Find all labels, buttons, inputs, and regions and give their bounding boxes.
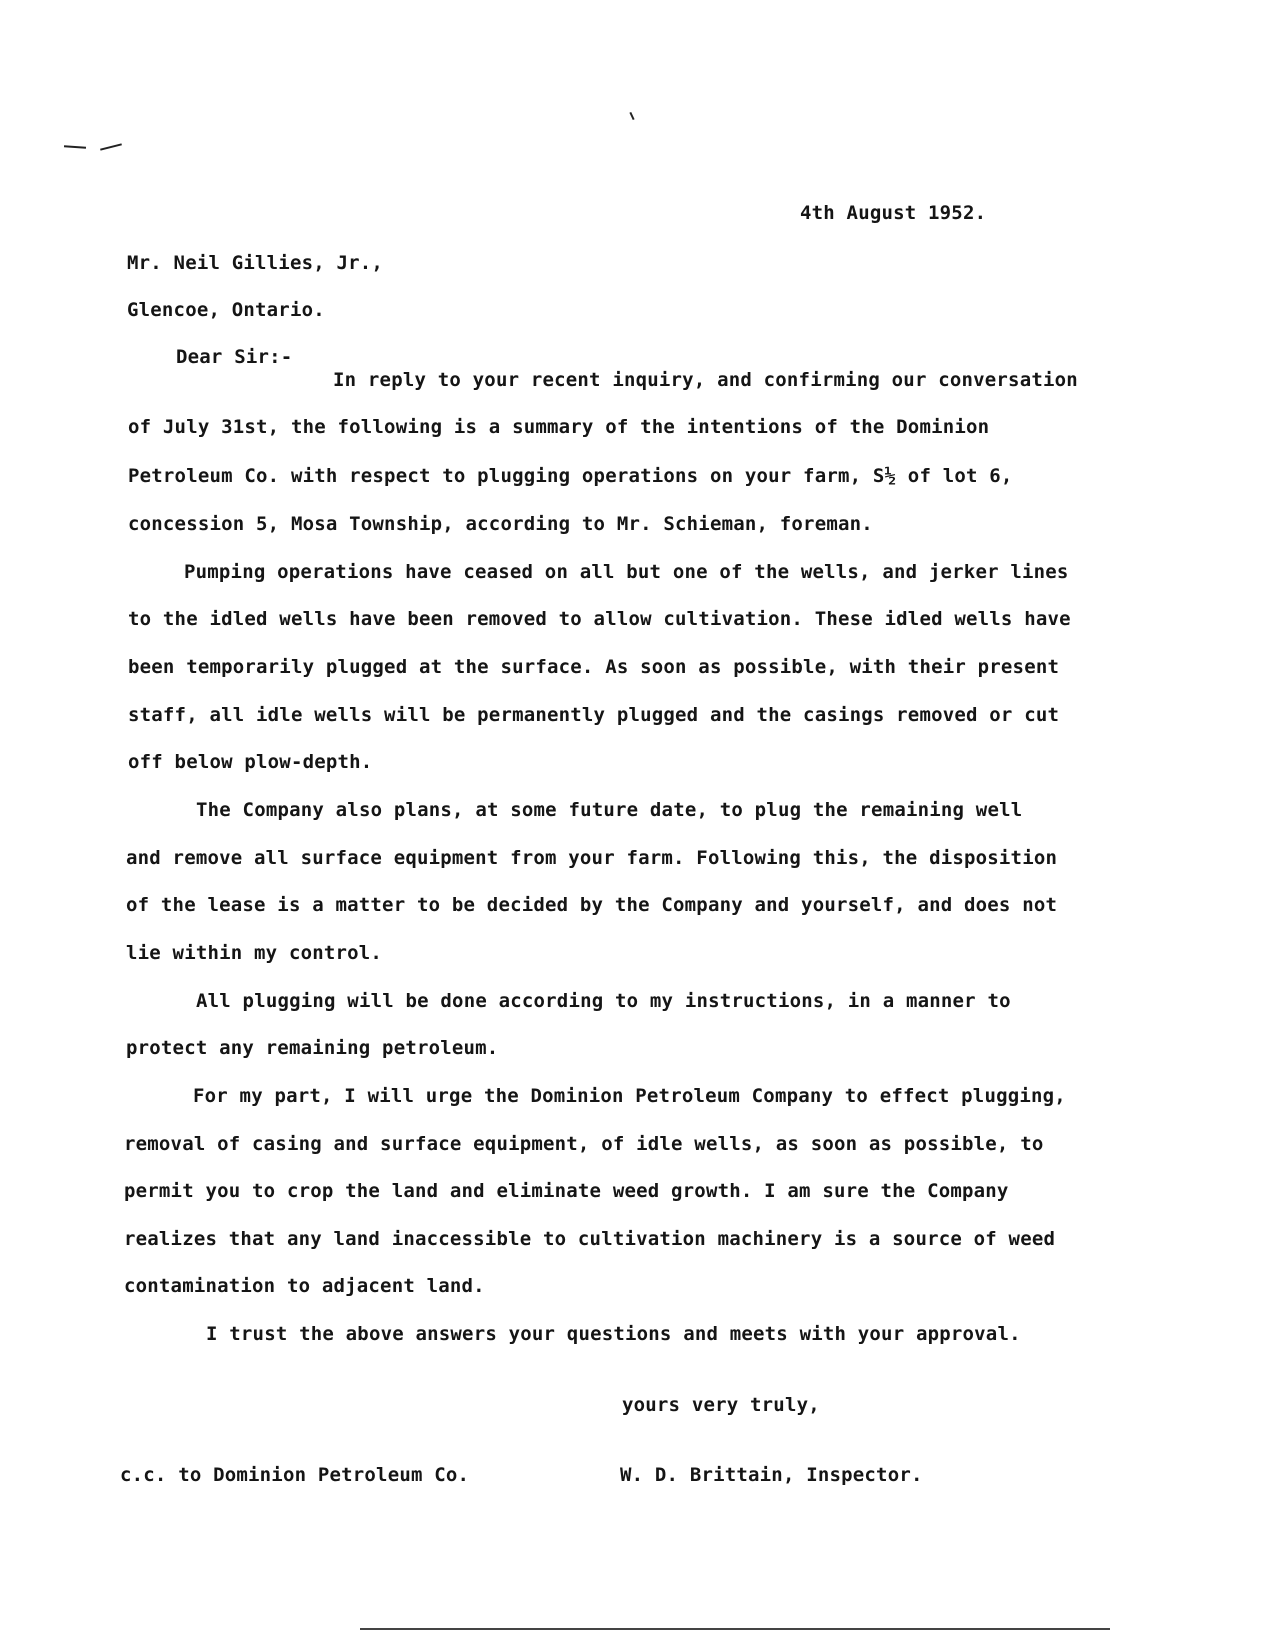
body-line: For my part, I will urge the Dominion Petroleum Company to effect plugging,: [193, 1085, 1066, 1107]
scan-mark: [629, 112, 634, 120]
body-line: In reply to your recent inquiry, and confirming our conversation: [333, 369, 1078, 391]
body-line: removal of casing and surface equipment, of idle wells, as soon as possible, to: [124, 1133, 1044, 1155]
body-line: staff, all idle wells will be permanently plugged and the casings removed or cut: [128, 704, 1060, 726]
scan-mark: [100, 143, 122, 150]
cc-line: c.c. to Dominion Petroleum Co.: [120, 1464, 470, 1486]
closing: yours very truly,: [622, 1394, 820, 1416]
signature-line: W. D. Brittain, Inspector.: [620, 1464, 923, 1486]
body-line: concession 5, Mosa Township, according to Mr. Schieman, foreman.: [128, 513, 873, 535]
page-edge-rule: [360, 1628, 1110, 1630]
body-line: of the lease is a matter to be decided by the Company and yourself, and does not: [126, 894, 1058, 916]
recipient-address: Glencoe, Ontario.: [127, 299, 325, 321]
body-line: All plugging will be done according to my instructions, in a manner to: [196, 990, 1011, 1012]
body-line: Petroleum Co. with respect to plugging operations on your farm, S½ of lot 6,: [128, 465, 1013, 487]
body-line: of July 31st, the following is a summary of the intentions of the Dominion: [128, 416, 990, 438]
body-line: The Company also plans, at some future date, to plug the remaining well: [196, 799, 1023, 821]
recipient-name: Mr. Neil Gillies, Jr.,: [127, 252, 384, 274]
body-line: contamination to adjacent land.: [124, 1275, 485, 1297]
body-line: been temporarily plugged at the surface. As soon as possible, with their present: [128, 656, 1060, 678]
letter-date: 4th August 1952.: [800, 202, 987, 224]
body-line: realizes that any land inaccessible to cultivation machinery is a source of weed: [124, 1228, 1056, 1250]
body-line: protect any remaining petroleum.: [126, 1037, 499, 1059]
body-line: I trust the above answers your questions and meets with your approval.: [206, 1323, 1021, 1345]
scan-mark: [64, 145, 86, 149]
body-line: to the idled wells have been removed to allow cultivation. These idled wells have: [128, 608, 1071, 630]
body-line: lie within my control.: [126, 942, 383, 964]
body-line: and remove all surface equipment from your farm. Following this, the disposition: [126, 847, 1058, 869]
body-line: off below plow-depth.: [128, 751, 373, 773]
salutation: Dear Sir:-: [176, 346, 293, 368]
body-line: Pumping operations have ceased on all but one of the wells, and jerker lines: [184, 561, 1069, 583]
body-line: permit you to crop the land and eliminate weed growth. I am sure the Company: [124, 1180, 1009, 1202]
